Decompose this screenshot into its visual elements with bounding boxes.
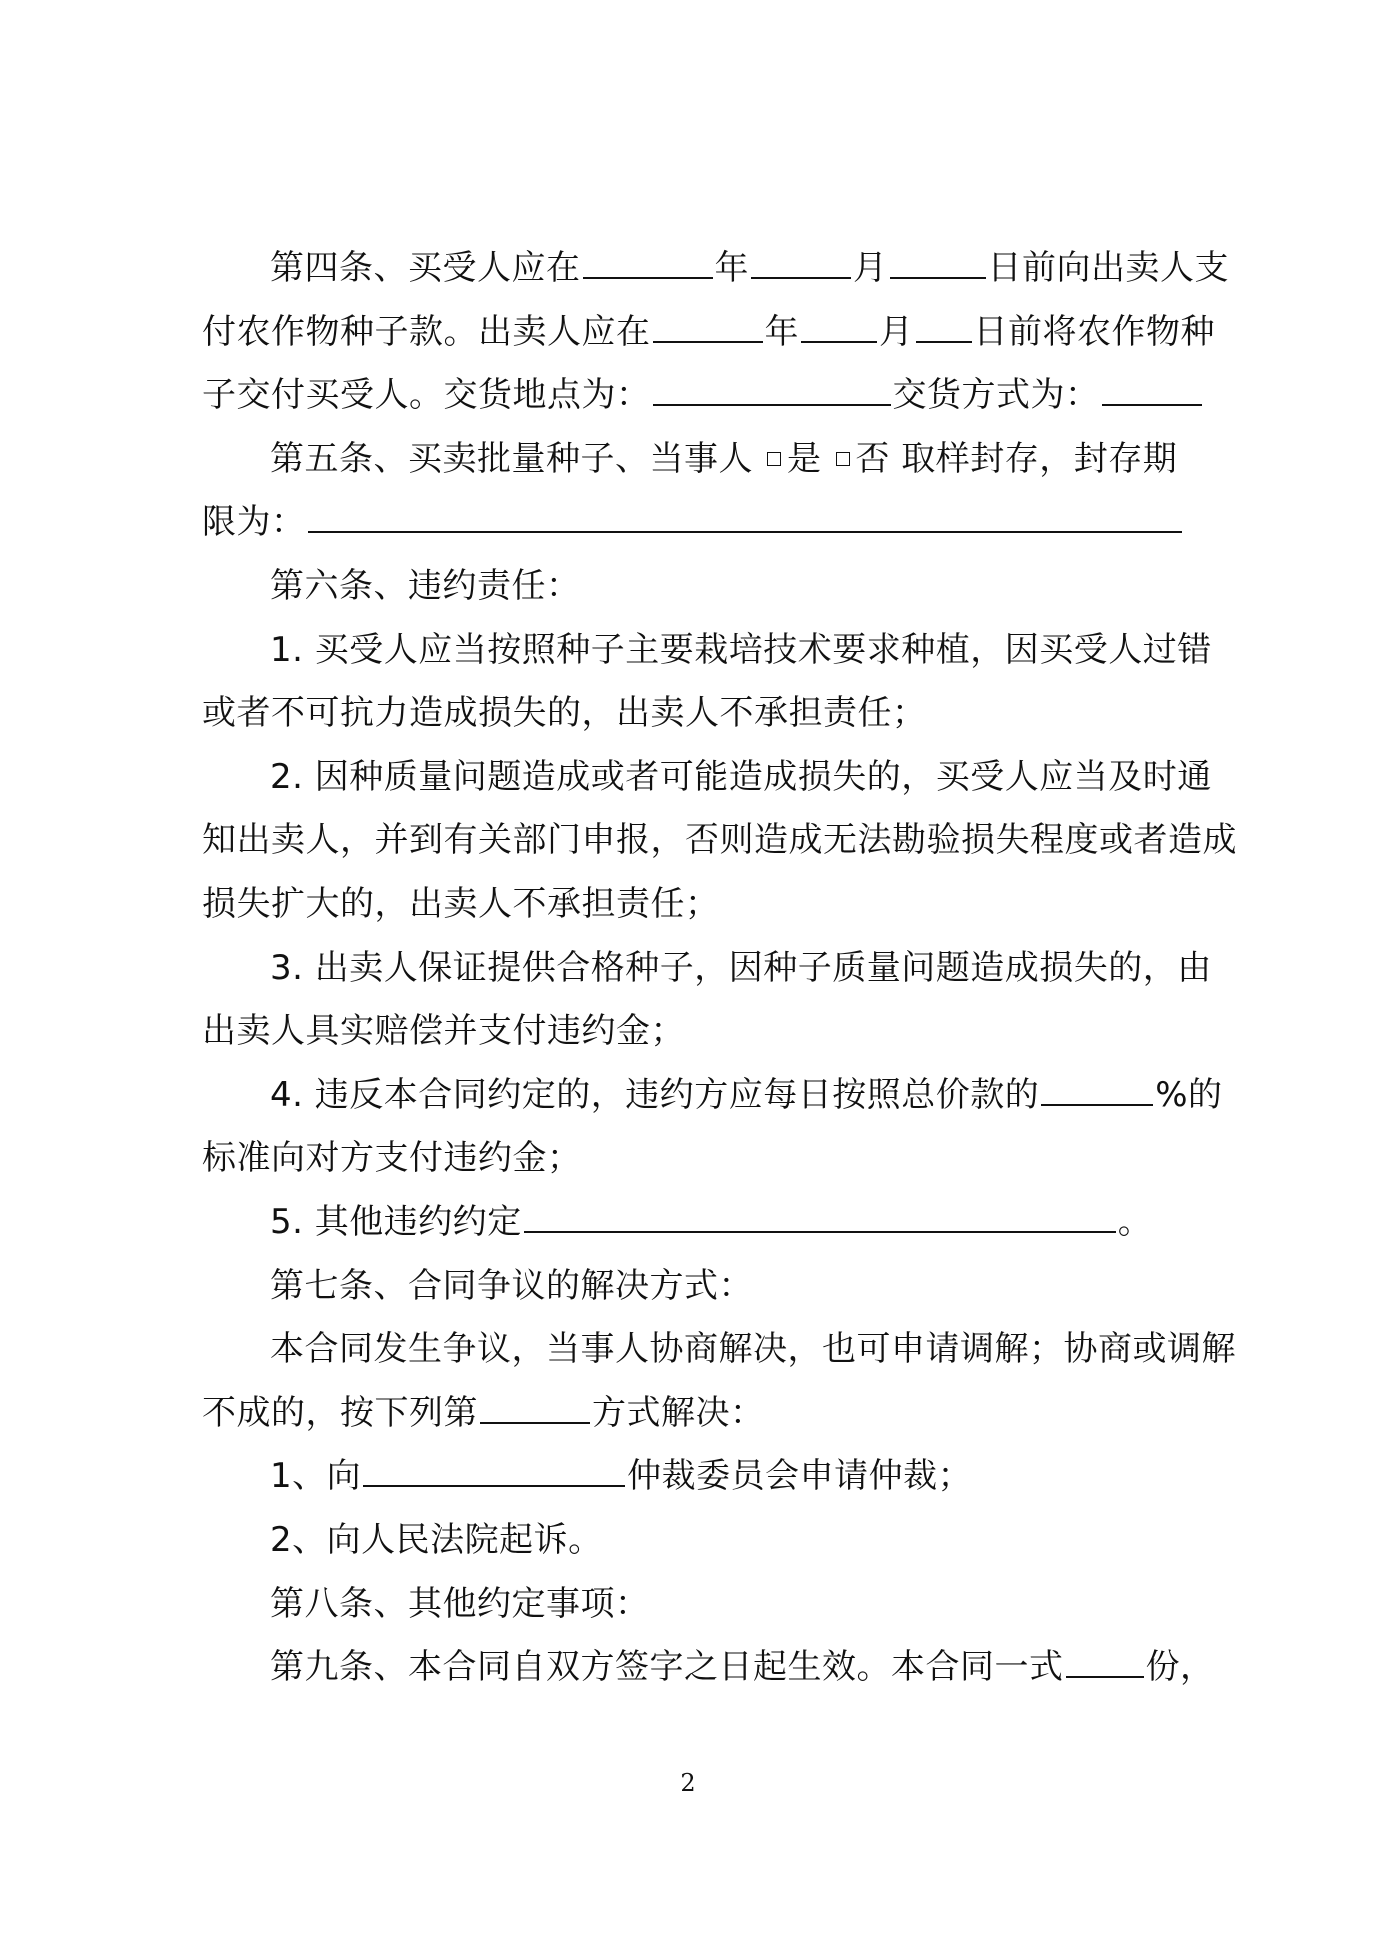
fill-in-blank[interactable]	[524, 1197, 1116, 1233]
text-line	[202, 307, 1215, 357]
page-number: 2	[680, 1769, 696, 1797]
text-line	[270, 625, 1212, 675]
text-line	[202, 1133, 582, 1183]
text-line	[270, 752, 1212, 802]
text-segment: 仲裁委员会申请仲裁；	[627, 1456, 973, 1496]
fill-in-blank[interactable]	[916, 307, 972, 343]
text-segment: 份，	[1145, 1647, 1215, 1687]
text-segment: 4. 违反本合同约定的，违约方应每日按照总价款的	[270, 1075, 1040, 1115]
text-segment: 损失扩大的，出卖人不承担责任；	[202, 884, 720, 924]
text-segment: 第五条、买卖批量种子、当事人	[270, 439, 753, 479]
text-segment: 付农作物种子款。出卖人应在	[202, 312, 651, 352]
text-line	[270, 1515, 603, 1565]
text-segment: 日前将农作物种	[973, 312, 1215, 352]
text-segment: 不成的，按下列第	[202, 1393, 478, 1433]
text-segment: 或者不可抗力造成损失的，出卖人不承担责任；	[202, 693, 927, 733]
text-segment: 标准向对方支付违约金；	[202, 1138, 582, 1178]
text-segment: 年	[714, 248, 749, 288]
text-line	[270, 1070, 1223, 1120]
text-line	[270, 1642, 1215, 1692]
checkbox-icon[interactable]	[767, 452, 781, 466]
text-line	[270, 943, 1212, 993]
text-segment: 1. 买受人应当按照种子主要栽培技术要求种植，因买受人过错	[270, 630, 1212, 670]
text-segment: 限为：	[202, 502, 306, 542]
text-segment: 5. 其他违约约定	[270, 1202, 522, 1242]
fill-in-blank[interactable]	[363, 1451, 625, 1487]
text-segment: 第九条、本合同自双方签字之日起生效。本合同一式	[270, 1647, 1064, 1687]
text-line	[202, 370, 1204, 420]
text-segment: 。	[1117, 1202, 1153, 1242]
text-segment: 第四条、买受人应在	[270, 248, 581, 288]
text-segment: 月	[879, 312, 914, 352]
text-segment: 知出卖人，并到有关部门申报，否则造成无法勘验损失程度或者造成	[202, 820, 1237, 860]
text-segment: 第六条、违约责任：	[270, 566, 581, 606]
fill-in-blank[interactable]	[653, 307, 763, 343]
fill-in-blank[interactable]	[1041, 1070, 1153, 1106]
fill-in-blank[interactable]	[308, 497, 1182, 533]
text-segment: 2. 因种质量问题造成或者可能造成损失的，买受人应当及时通	[270, 757, 1212, 797]
fill-in-blank[interactable]	[1066, 1642, 1144, 1678]
fill-in-blank[interactable]	[890, 243, 986, 279]
fill-in-blank[interactable]	[751, 243, 851, 279]
text-segment: 月	[853, 248, 888, 288]
fill-in-blank[interactable]	[653, 370, 891, 406]
text-segment: 1、向	[270, 1456, 362, 1496]
text-line	[202, 1388, 765, 1438]
text-segment: 子交付买受人。交货地点为：	[202, 375, 651, 415]
text-segment: 3. 出卖人保证提供合格种子，因种子质量问题造成损失的，由	[270, 948, 1212, 988]
text-segment: 2、向人民法院起诉。	[270, 1520, 603, 1560]
text-line	[270, 561, 581, 611]
fill-in-blank[interactable]	[480, 1388, 590, 1424]
text-line	[202, 879, 720, 929]
fill-in-blank[interactable]	[583, 243, 713, 279]
text-segment: 出卖人具实赔偿并支付违约金；	[202, 1011, 685, 1051]
text-line	[270, 434, 1177, 484]
text-segment: 否 取样封存，封存期	[855, 439, 1178, 479]
text-line	[202, 497, 1184, 547]
text-line	[202, 815, 1237, 865]
text-line	[202, 688, 927, 738]
text-line	[270, 243, 1229, 293]
text-segment: 交货方式为：	[892, 375, 1100, 415]
text-line	[270, 1261, 753, 1311]
text-segment: 第八条、其他约定事项：	[270, 1584, 650, 1624]
text-line	[270, 1451, 972, 1501]
text-segment: 第七条、合同争议的解决方式：	[270, 1266, 753, 1306]
text-segment: 方式解决：	[592, 1393, 765, 1433]
text-line	[270, 1579, 650, 1629]
text-line	[270, 1197, 1152, 1247]
text-segment: 年	[764, 312, 799, 352]
text-segment: 日前向出卖人支	[987, 248, 1229, 288]
text-segment: %的	[1155, 1075, 1223, 1115]
text-line	[202, 1006, 685, 1056]
text-segment: 本合同发生争议，当事人协商解决，也可申请调解；协商或调解	[270, 1329, 1236, 1369]
text-segment: 是	[787, 439, 822, 479]
text-line	[270, 1324, 1236, 1374]
fill-in-blank[interactable]	[801, 307, 877, 343]
fill-in-blank[interactable]	[1102, 370, 1202, 406]
checkbox-icon[interactable]	[836, 452, 850, 466]
